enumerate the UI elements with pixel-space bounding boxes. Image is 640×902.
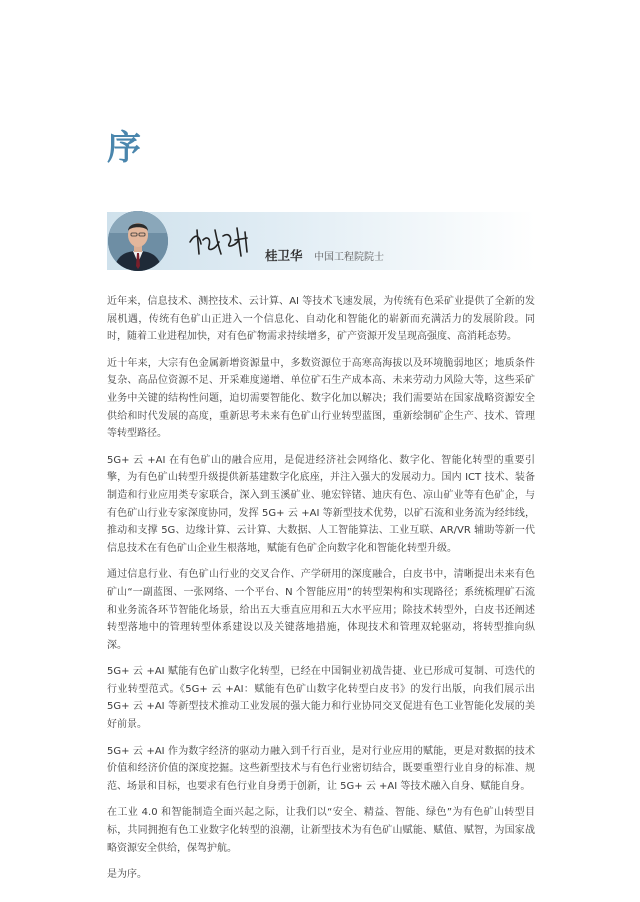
paragraph: 近年来，信息技术、测控技术、云计算、AI 等技术飞速发展，为传统有色采矿业提供了全新的发展机遇，传统有色矿山正进入一个信息化、自动化和智能化的崭新而充满活力的发展阶段。同时，随着工业进程加快，对有色矿物需求持续增多，矿产资源开发呈现高强度、高消耗态势。 [107, 296, 535, 343]
paragraph: 5G+ 云 +AI 赋能有色矿山数字化转型，已经在中国铜业初战告捷、业已形成可复制、可迭代的行业转型范式。《5G+ 云 +AI：赋能有色矿山数字化转型白皮书》的发行出版，向我们展示出 5G+ 云 +AI 等新型技术推动工业发展的强大能力和行业协同交叉促进有色工业智能化发展的美好前景。 [107, 666, 535, 731]
paragraph: 通过信息行业、有色矿山行业的交叉合作、产学研用的深度融合，白皮书中，清晰提出未来有色矿山“一副蓝图、一张网络、一个平台、N 个智能应用”的转型架构和实现路径；系统梳理矿石流和业务流各环节智能化场景，给出五大垂直应用和五大水平应用；除技术转型外，白皮书还阐述转型落地中的管理转型体系建设以及关键落地措施，体现技术和管理双轮驱动，将转型推向纵深。 [107, 569, 535, 651]
author-signature [185, 222, 265, 262]
paragraph: 是为序。 [107, 869, 147, 881]
author-name: 桂卫华 [265, 248, 303, 263]
paragraph: 5G+ 云 +AI 作为数字经济的驱动力融入到千行百业，是对行业应用的赋能，更是对数据的技术价值和经济价值的深度挖掘。这些新型技术与有色行业密切结合，既要重塑行业自身的标准、规范、场景和目标，也要求有色行业自身勇于创新，让 5G+ 云 +AI 等技术融入自身、赋能自身。 [107, 745, 535, 792]
page-title: 序 [107, 128, 143, 168]
paragraph: 在工业 4.0 和智能制造全面兴起之际，让我们以“安全、精益、智能、绿色”为有色矿山转型目标，共同拥抱有色工业数字化转型的浪潮，让新型技术为有色矿山赋能、赋值、赋智，为国家战略资源安全供给，保驾护航。 [107, 807, 535, 854]
author-portrait [108, 211, 168, 271]
author-title: 中国工程院院士 [314, 252, 384, 263]
preface-body [107, 293, 535, 893]
paragraph: 5G+ 云 +AI 在有色矿山的融合应用，是促进经济社会网络化、数字化、智能化转型的重要引擎，为有色矿山转型升级提供新基建数字化底座，并注入强大的发展动力。国内 ICT 技术、装备制造和行业应用类专家联合，深入到玉溪矿业、驰宏锌锗、迪庆有色、凉山矿业等有色矿企，与有色矿山行业专家深度协同，发挥 5G+ 云 +AI 等新型技术优势，以矿石流和业务流为经纬线，推动和支撑 5G、边缘计算、云计算、大数据、人工智能算法、工业互联、AR/VR 辅助等新一代信息技术在有色矿山企业生根落地，赋能有色矿企向数字化和智能化转型升级。 [107, 454, 535, 554]
paragraph: 近十年来，大宗有色金属新增资源量中，多数资源位于高寒高海拔以及环境脆弱地区；地质条件复杂、高品位资源不足、开采难度递增、单位矿石生产成本高、未来劳动力风险大等，这些采矿业务中关键的结构性问题，迫切需要智能化、数字化加以解决；我们需要站在国家战略资源安全供给和时代发展的高度，重新思考未来有色矿山行业转型蓝图，重新绘制矿企生产、技术、管理等转型路径。 [107, 357, 535, 440]
